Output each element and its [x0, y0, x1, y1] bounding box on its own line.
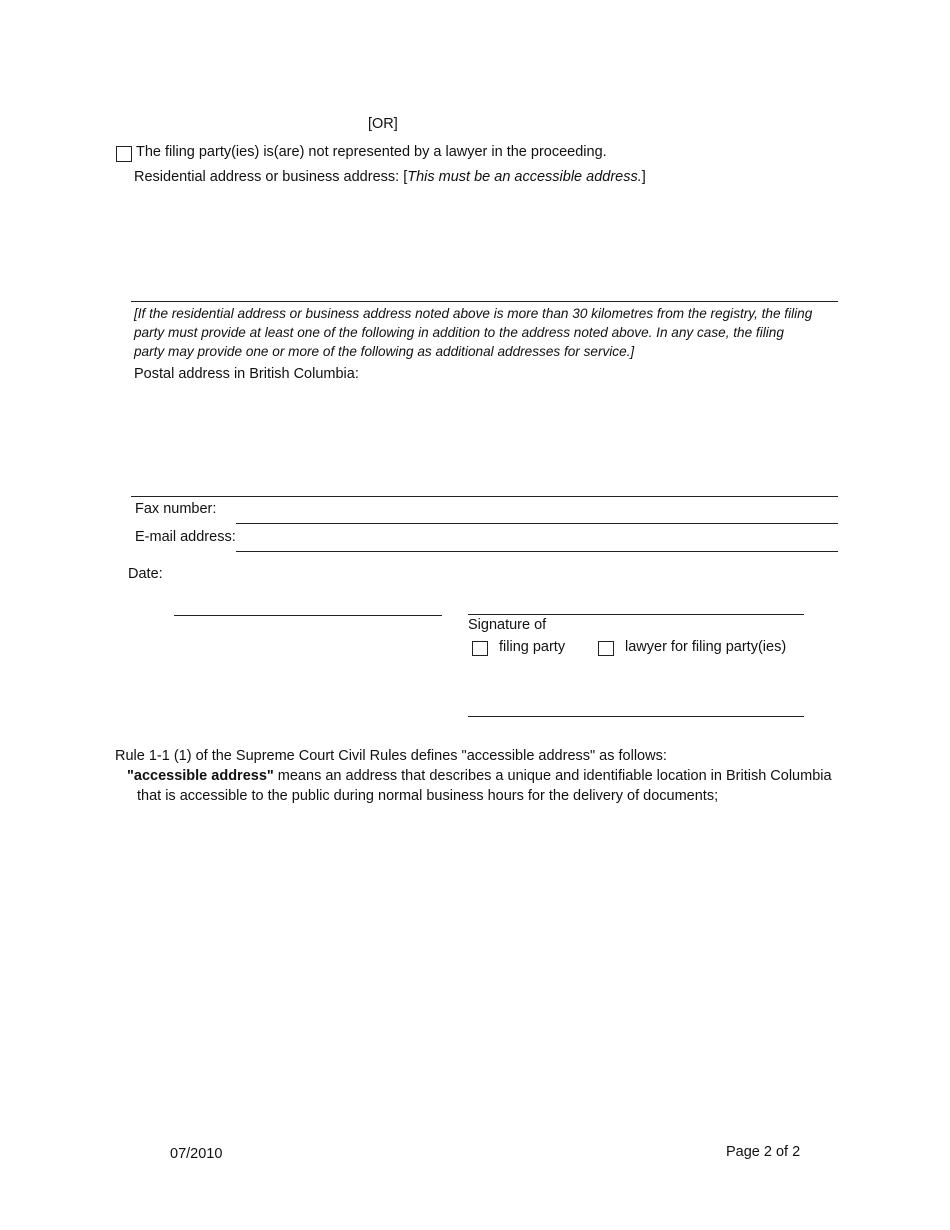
postal-address-underline	[131, 496, 838, 497]
not-represented-checkbox[interactable]	[116, 146, 132, 162]
accessible-address-note: This must be an accessible address.	[407, 169, 642, 185]
distance-note-line: party must provide at least one of the following in addition to the address noted above. In any case, the filing	[134, 325, 784, 340]
email-input[interactable]	[236, 533, 838, 552]
residential-address-field[interactable]	[134, 192, 838, 300]
rule-intro: Rule 1-1 (1) of the Supreme Court Civil Rules defines "accessible address" as follows:	[115, 748, 667, 764]
rule-definition-text: means an address that describes a unique and identifiable location in British Columbia	[273, 768, 832, 784]
date-label: Date:	[128, 566, 163, 582]
fax-label: Fax number:	[135, 501, 217, 517]
residential-address-text: Residential address or business address: [	[134, 169, 408, 185]
date-input[interactable]	[174, 597, 442, 616]
postal-address-label: Postal address in British Columbia:	[134, 366, 359, 382]
lawyer-option-label: lawyer for filing party(ies)	[625, 639, 787, 655]
not-represented-label: The filing party(ies) is(are) not represented by a lawyer in the proceeding.	[136, 144, 607, 160]
email-label: E-mail address:	[135, 529, 236, 545]
lawyer-checkbox[interactable]	[598, 641, 614, 656]
or-label: [OR]	[368, 116, 398, 132]
signature-label: Signature of	[468, 617, 547, 633]
residential-address-close: ]	[641, 169, 646, 185]
signature-top-line	[468, 614, 804, 615]
residential-address-label	[134, 169, 646, 185]
distance-note-line: [If the residential address or business address noted above is more than 30 kilometres from the registry, the filing	[134, 306, 813, 321]
signature-input[interactable]	[468, 698, 804, 717]
form-date: 07/2010	[170, 1146, 223, 1162]
postal-address-field[interactable]	[134, 388, 838, 496]
accessible-address-term: "accessible address"	[127, 768, 274, 784]
page-number: Page 2 of 2	[726, 1144, 801, 1160]
distance-note-line: party may provide one or more of the following as additional addresses for service.]	[134, 344, 635, 359]
rule-definition-line-2: that is accessible to the public during normal business hours for the delivery of documents;	[137, 788, 719, 804]
residential-address-underline	[131, 301, 838, 302]
filing-party-checkbox[interactable]	[472, 641, 488, 656]
fax-input[interactable]	[236, 505, 838, 524]
filing-party-option-label: filing party	[499, 639, 566, 655]
distance-note	[134, 304, 812, 361]
rule-definition-line-1	[127, 768, 832, 784]
